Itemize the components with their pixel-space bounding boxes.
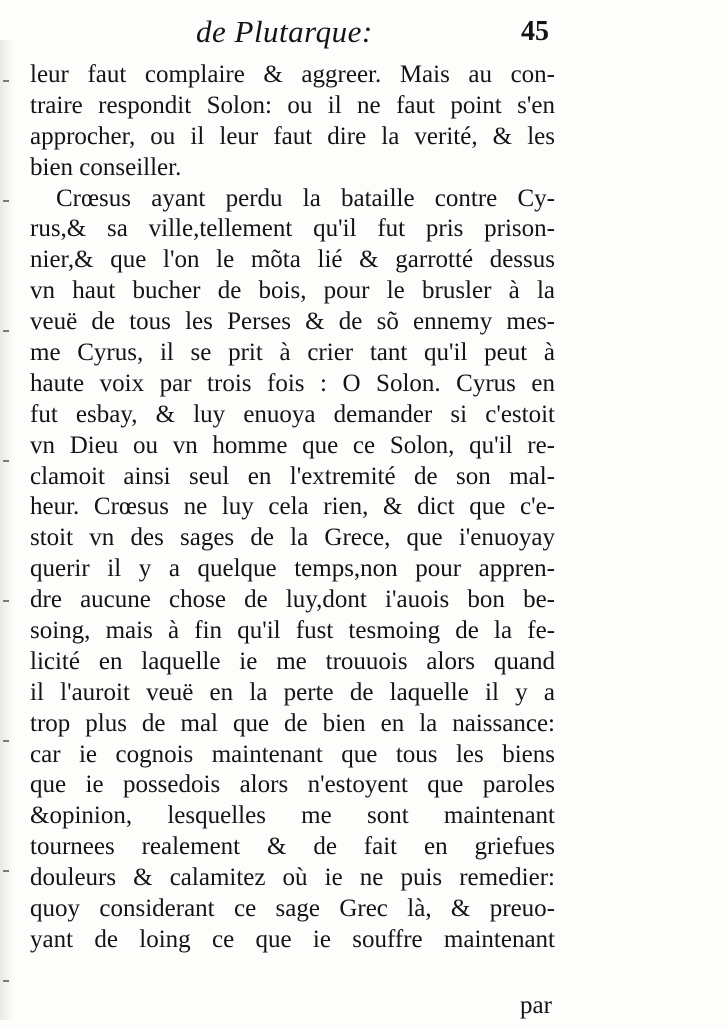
gutter-shadow (0, 40, 14, 1020)
text-line: heur. Crœsus ne luy cela rien, & dict que c'e- (30, 493, 555, 521)
text-line: approcher, ou il leur faut dire la verité, & les (30, 122, 555, 150)
running-head (196, 14, 576, 54)
text-line: fut esbay, & luy enuoya demander si c'estoit (30, 400, 555, 428)
text-line: que ie possedois alors n'estoyent que paroles (30, 771, 555, 799)
text-line: nier,& que l'on le mõta lié & garrotté dessus (30, 246, 555, 274)
text-line: vn Dieu ou vn homme que ce Solon, qu'il re- (30, 431, 555, 459)
body-text (30, 60, 555, 956)
gutter-mark (3, 330, 9, 332)
text-line: tournees realement & de fait en griefues (30, 833, 555, 861)
text-line: vn haut bucher de bois, pour le brusler à la (30, 277, 555, 305)
gutter-mark (3, 980, 9, 982)
text-line: bien conseiller. (30, 153, 182, 181)
paragraph-2 (30, 184, 555, 956)
text-line: Crœsus ayant perdu la bataille contre Cy- (56, 184, 555, 212)
text-line: trop plus de mal que de bien en la naissance: (30, 709, 555, 737)
gutter-mark (3, 870, 9, 872)
text-line: querir il y a quelque temps,non pour appren- (30, 555, 555, 583)
text-line: traire respondit Solon: ou il ne faut point s'en (30, 91, 555, 119)
gutter-mark (3, 460, 9, 462)
text-line: veuë de tous les Perses & de sõ ennemy mes- (30, 308, 555, 336)
text-line: dre aucune chose de luy,dont i'auois bon be- (30, 586, 555, 614)
gutter-mark (3, 600, 9, 602)
text-line: douleurs & calamitez où ie ne puis remedier: (30, 864, 555, 892)
text-line: &opinion, lesquelles me sont maintenant (30, 802, 555, 830)
text-line: car ie cognois maintenant que tous les biens (30, 740, 555, 768)
gutter-mark (3, 80, 9, 82)
paragraph-1 (30, 60, 555, 184)
gutter-mark (3, 740, 9, 742)
text-line: leur faut complaire & aggreer. Mais au con- (30, 61, 555, 88)
catchword: par (520, 992, 552, 1019)
page-number: 45 (521, 16, 549, 47)
text-line: me Cyrus, il se prit à crier tant qu'il peut à (30, 339, 555, 367)
running-title: de Plutarque: (196, 14, 373, 49)
text-line: yant de loing ce que ie souffre maintenant (30, 925, 555, 953)
text-line: licité en laquelle ie me trouuois alors quand (30, 647, 555, 675)
text-line: haute voix par trois fois : O Solon. Cyrus en (30, 369, 555, 397)
text-line: clamoit ainsi seul en l'extremité de son mal- (30, 462, 555, 490)
text-line: stoit vn des sages de la Grece, que i'enuoyay (30, 524, 555, 552)
text-line: soing, mais à fin qu'il fust tesmoing de la fe- (30, 617, 555, 645)
text-line: quoy considerant ce sage Grec là, & preuo- (30, 895, 555, 923)
text-line: rus,& sa ville,tellement qu'il fut pris prison- (30, 215, 555, 243)
text-line: il l'auroit veuë en la perte de laquelle il y a (30, 678, 555, 706)
gutter-mark (3, 200, 9, 202)
